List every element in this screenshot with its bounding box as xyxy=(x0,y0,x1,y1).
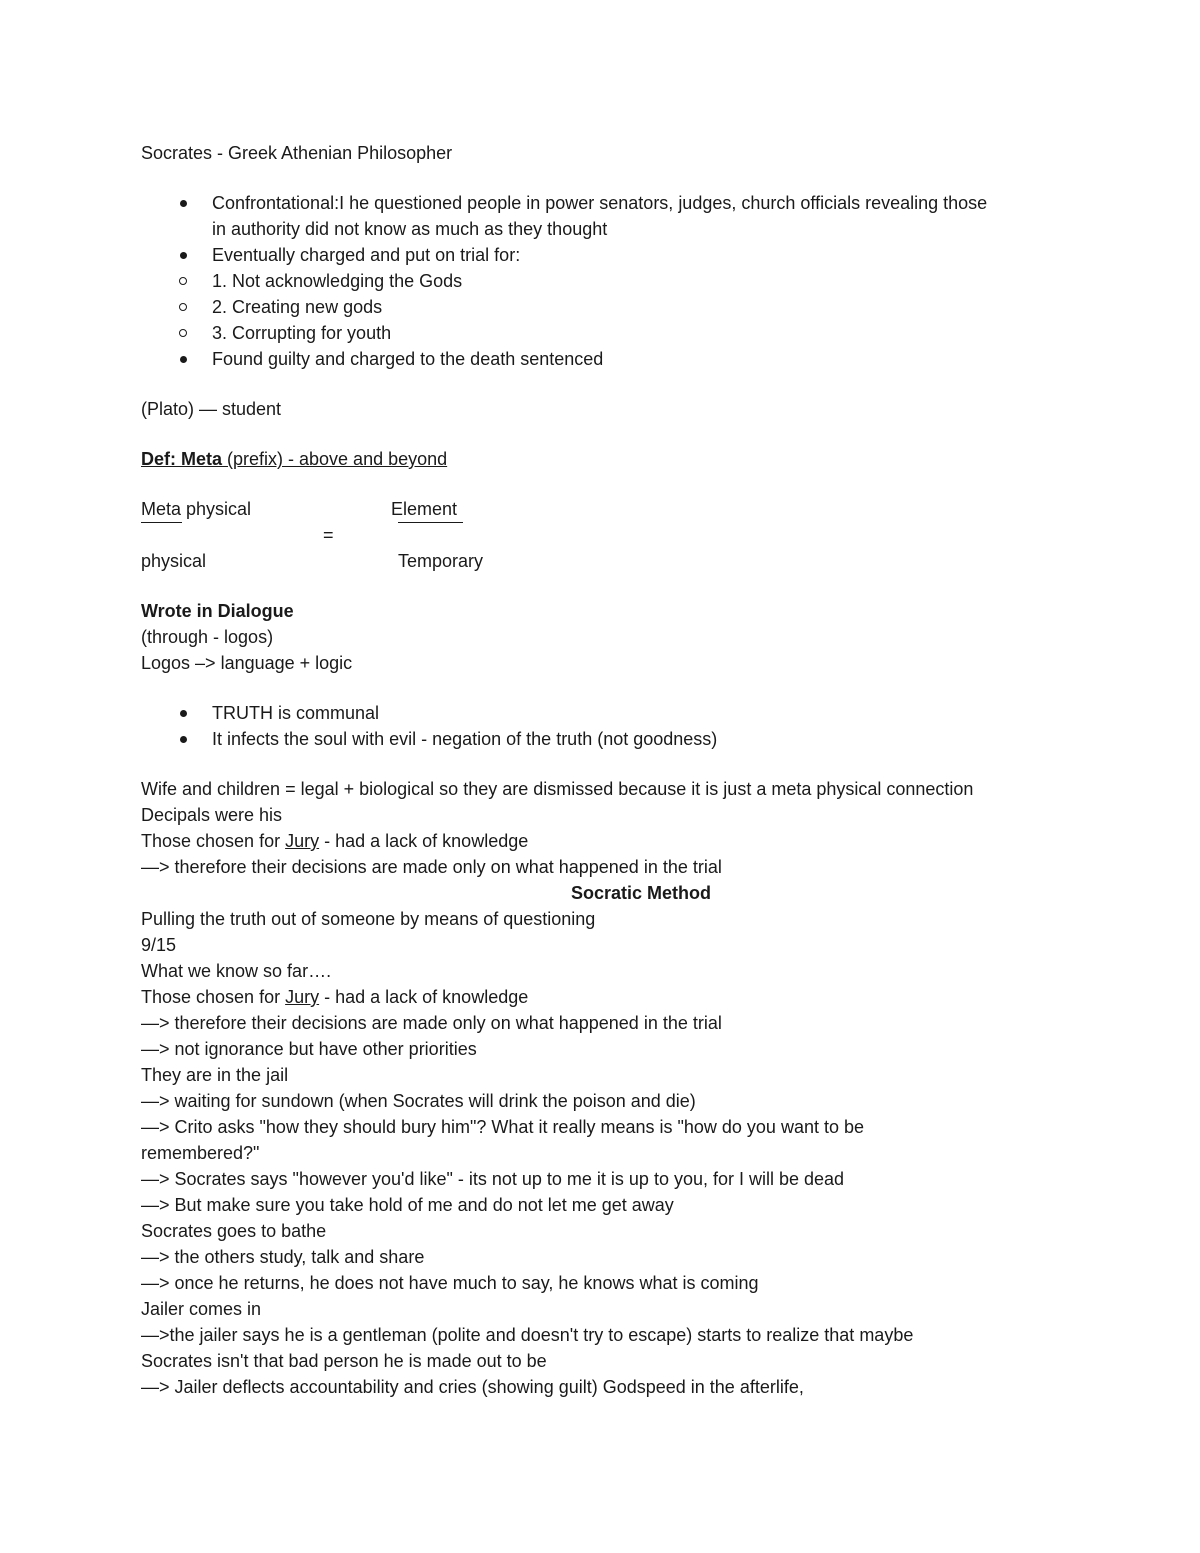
jury-word: Jury xyxy=(285,831,320,851)
list-item: TRUTH is communal xyxy=(141,700,1071,726)
trial-bullet-list xyxy=(141,190,1071,372)
fraction-right-bottom: Temporary xyxy=(398,551,484,571)
list-item: 3. Corrupting for youth xyxy=(141,320,1071,346)
text-line: Decipals were his xyxy=(141,805,283,825)
text-line: What we know so far…. xyxy=(141,961,332,981)
text-line: —> But make sure you take hold of me and do not let me get away xyxy=(141,1195,674,1215)
text-line: —> therefore their decisions are made only on what happened in the trial xyxy=(141,1013,722,1033)
document-page xyxy=(141,140,1071,1400)
fraction-left-bottom: physical xyxy=(141,551,207,571)
text-line: —> therefore their decisions are made only on what happened in the trial xyxy=(141,857,722,877)
meta-definition xyxy=(141,446,1071,472)
bullet-ring-icon xyxy=(178,320,188,346)
plato-line: (Plato) — student xyxy=(141,399,282,419)
text-line: Pulling the truth out of someone by means of questioning xyxy=(141,909,596,929)
jury-line: Those chosen for Jury - had a lack of knowledge xyxy=(141,831,529,851)
bullet-dot-icon xyxy=(178,242,188,268)
jury-line: Those chosen for Jury - had a lack of knowledge xyxy=(141,987,529,1007)
bullet-dot-icon xyxy=(178,726,188,752)
fraction-equals: = xyxy=(323,525,334,545)
text-line: —> Socrates says "however you'd like" - its not up to me it is up to you, for I will be dead xyxy=(141,1169,845,1189)
date-line: 9/15 xyxy=(141,935,177,955)
jury-word: Jury xyxy=(285,987,320,1007)
text-line: —> the others study, talk and share xyxy=(141,1247,425,1267)
list-item: Found guilty and charged to the death sentenced xyxy=(141,346,1071,372)
text-line: remembered?" xyxy=(141,1143,260,1163)
text-line: —> Jailer deflects accountability and cries (showing guilt) Godspeed in the afterlife, xyxy=(141,1377,804,1397)
bullet-dot-icon xyxy=(178,190,188,216)
dialogue-line: Logos –> language + logic xyxy=(141,653,353,673)
text-line: —> Crito asks "how they should bury him"? What it really means is "how do you want to be xyxy=(141,1117,864,1137)
document-title: Socrates - Greek Athenian Philosopher xyxy=(141,143,453,163)
text-line: Socrates isn't that bad person he is made out to be xyxy=(141,1351,547,1371)
meta-fraction xyxy=(141,496,1071,574)
spacer xyxy=(141,574,1071,598)
fraction-bar-right xyxy=(398,522,463,523)
text-line: Jailer comes in xyxy=(141,1299,262,1319)
definition-text: (prefix) - above and beyond xyxy=(222,449,448,469)
list-item: in authority did not know as much as they thought xyxy=(212,219,608,239)
text-line: They are in the jail xyxy=(141,1065,289,1085)
bullet-dot-icon xyxy=(178,700,188,726)
definition-label: Def: Meta xyxy=(141,449,223,469)
list-item: 2. Creating new gods xyxy=(141,294,1071,320)
list-item: 1. Not acknowledging the Gods xyxy=(141,268,1071,294)
text-line: Socrates goes to bathe xyxy=(141,1221,327,1241)
bullet-ring-icon xyxy=(178,294,188,320)
spacer xyxy=(141,422,1071,446)
text-line: —> once he returns, he does not have much to say, he knows what is coming xyxy=(141,1273,759,1293)
list-item: Confrontational:I he questioned people in power senators, judges, church officials revealing those xyxy=(141,190,1071,216)
fraction-bar-left xyxy=(141,522,182,523)
spacer xyxy=(141,166,1071,190)
spacer xyxy=(141,676,1071,700)
bullet-ring-icon xyxy=(178,268,188,294)
fraction-left-top: Meta physical xyxy=(141,499,252,519)
list-item: Eventually charged and put on trial for: xyxy=(141,242,1071,268)
text-line: —>the jailer says he is a gentleman (polite and doesn't try to escape) starts to realize that maybe xyxy=(141,1325,914,1345)
truth-bullet-list xyxy=(141,700,1071,752)
text-line: —> not ignorance but have other priorities xyxy=(141,1039,477,1059)
list-item: It infects the soul with evil - negation of the truth (not goodness) xyxy=(141,726,1071,752)
bullet-dot-icon xyxy=(178,346,188,372)
dialogue-heading: Wrote in Dialogue xyxy=(141,601,294,621)
dialogue-line: (through - logos) xyxy=(141,627,274,647)
socratic-method-heading: Socratic Method xyxy=(570,883,712,903)
spacer xyxy=(141,752,1071,776)
text-line: Wife and children = legal + biological so they are dismissed because it is just a meta physical connection xyxy=(141,779,974,799)
fraction-right-top: Element xyxy=(391,499,458,519)
spacer xyxy=(141,472,1071,496)
spacer xyxy=(141,372,1071,396)
text-line: —> waiting for sundown (when Socrates will drink the poison and die) xyxy=(141,1091,696,1111)
